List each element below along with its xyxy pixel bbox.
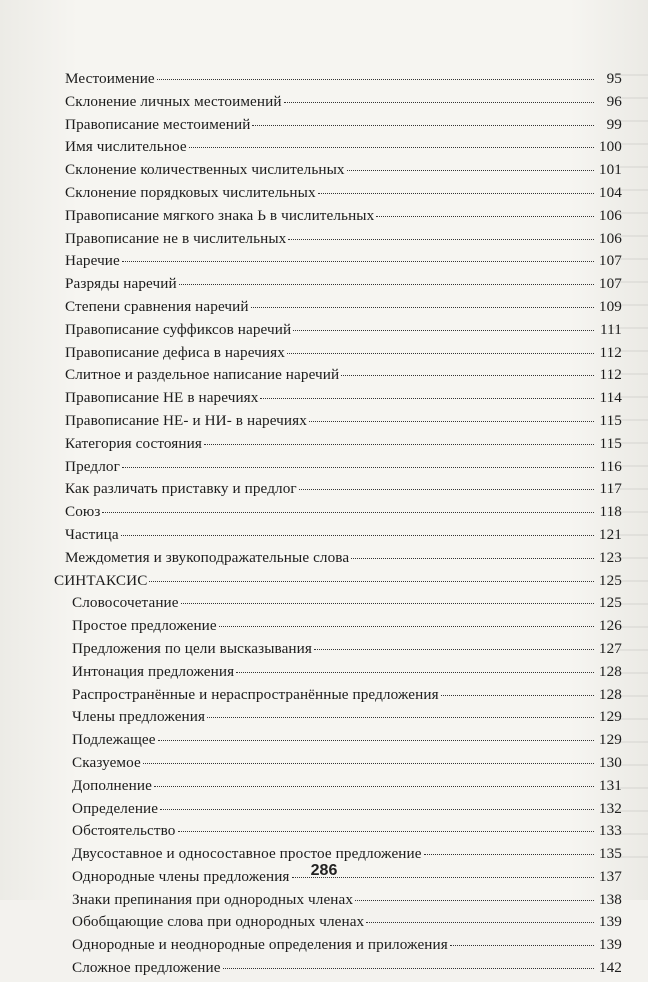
toc-entry-page: 139 bbox=[598, 913, 622, 931]
toc-dot-leader bbox=[158, 740, 594, 741]
toc-dot-leader bbox=[223, 968, 594, 969]
toc-entry-title: Союз bbox=[65, 503, 101, 521]
toc-entry-title: Разряды наречий bbox=[65, 275, 177, 293]
toc-entry bbox=[54, 777, 622, 800]
toc-entry-title: Интонация предложения bbox=[72, 662, 235, 680]
toc-entry-title: Обстоятельство bbox=[72, 822, 176, 840]
toc-entry-title: Правописание суффиксов наречий bbox=[65, 320, 292, 338]
toc-entry-title: Правописание местоимений bbox=[65, 115, 251, 133]
toc-entry-title: Словосочетание bbox=[72, 594, 179, 612]
toc-entry bbox=[54, 161, 622, 184]
toc-entry bbox=[54, 298, 622, 321]
toc-dot-leader bbox=[189, 147, 594, 148]
toc-entry-page: 142 bbox=[598, 959, 622, 977]
toc-entry bbox=[54, 230, 622, 253]
toc-entry bbox=[54, 480, 622, 503]
toc-dot-leader bbox=[122, 261, 594, 262]
toc-entry bbox=[54, 594, 622, 617]
toc-entry bbox=[54, 913, 622, 936]
toc-entry-title: Однородные и неоднородные определения и приложения bbox=[72, 936, 448, 954]
toc-dot-leader bbox=[260, 398, 594, 399]
toc-dot-leader bbox=[347, 170, 594, 171]
toc-entry bbox=[54, 207, 622, 230]
toc-dot-leader bbox=[318, 193, 594, 194]
toc-entry bbox=[54, 70, 622, 93]
toc-entry-title: Категория состояния bbox=[65, 434, 202, 452]
toc-dot-leader bbox=[288, 239, 594, 240]
toc-entry-title: Подлежащее bbox=[72, 731, 156, 749]
toc-entry-page: 130 bbox=[598, 753, 622, 771]
toc-entry-page: 132 bbox=[598, 799, 622, 817]
page-number: 286 bbox=[310, 862, 338, 879]
toc-entry-page: 137 bbox=[598, 867, 622, 885]
toc-entry-page: 109 bbox=[598, 297, 622, 315]
toc-entry-title: Обобщающие слова при однородных членах bbox=[72, 913, 365, 931]
toc-entry bbox=[54, 93, 622, 116]
toc-entry bbox=[54, 572, 622, 595]
toc-dot-leader bbox=[157, 79, 594, 80]
toc-entry-page: 139 bbox=[598, 936, 622, 954]
toc-entry-page: 99 bbox=[606, 115, 622, 133]
toc-dot-leader bbox=[143, 763, 594, 764]
toc-entry-title: Как различать приставку и предлог bbox=[65, 480, 297, 498]
toc-entry-page: 121 bbox=[598, 525, 622, 543]
toc-entry-page: 129 bbox=[598, 708, 622, 726]
toc-entry-page: 128 bbox=[598, 662, 622, 680]
toc-entry-page: 116 bbox=[599, 457, 622, 475]
toc-entry-title: Правописание НЕ- и НИ- в наречиях bbox=[65, 411, 307, 429]
toc-entry-title: Местоимение bbox=[65, 70, 155, 87]
toc-entry bbox=[54, 549, 622, 572]
toc-entry-page: 107 bbox=[598, 252, 622, 270]
toc-entry-page: 123 bbox=[598, 548, 622, 566]
toc-entry-title: Дополнение bbox=[72, 776, 152, 794]
toc-entry bbox=[54, 184, 622, 207]
toc-entry-title: Однородные члены предложения bbox=[72, 867, 290, 885]
toc-entry-title: Определение bbox=[72, 799, 159, 817]
toc-dot-leader bbox=[236, 672, 594, 673]
toc-dot-leader bbox=[309, 421, 594, 422]
toc-entry-title: Простое предложение bbox=[72, 617, 217, 635]
toc-entry bbox=[54, 686, 622, 709]
toc-entry-title: Сказуемое bbox=[72, 753, 141, 771]
toc-entry-title: Правописание мягкого знака Ь в числительных bbox=[65, 206, 375, 224]
toc-entry-page: 131 bbox=[598, 776, 622, 794]
toc-entry bbox=[54, 800, 622, 823]
toc-entry-page: 115 bbox=[599, 411, 622, 429]
toc-entry bbox=[54, 936, 622, 959]
toc-entry-page: 126 bbox=[598, 617, 622, 635]
toc-entry-page: 133 bbox=[598, 822, 622, 840]
toc-entry-page: 96 bbox=[606, 92, 622, 110]
toc-entry-page: 125 bbox=[598, 571, 622, 589]
toc-dot-leader bbox=[293, 330, 594, 331]
toc-dot-leader bbox=[341, 375, 594, 376]
toc-entry bbox=[54, 503, 622, 526]
toc-entry-page: 115 bbox=[599, 434, 622, 452]
toc-entry-title: Наречие bbox=[65, 252, 120, 270]
toc-entry-title: Междометия и звукоподражательные слова bbox=[65, 548, 350, 566]
toc-entry-title: Склонение личных местоимений bbox=[65, 92, 282, 110]
toc-dot-leader bbox=[366, 922, 594, 923]
toc-entry-title: Предлог bbox=[65, 457, 120, 475]
toc-entry bbox=[54, 617, 622, 640]
table-of-contents bbox=[54, 70, 622, 982]
toc-entry-page: 112 bbox=[599, 343, 622, 361]
toc-entry bbox=[54, 366, 622, 389]
toc-entry-title: Двусоставное и односоставное простое предложение bbox=[72, 845, 422, 863]
toc-entry-title: Частица bbox=[65, 525, 119, 543]
toc-entry-title: Правописание не в числительных bbox=[65, 229, 287, 247]
toc-entry bbox=[54, 458, 622, 481]
toc-dot-leader bbox=[441, 695, 594, 696]
toc-entry bbox=[54, 754, 622, 777]
toc-entry-title: Члены предложения bbox=[72, 708, 206, 726]
toc-entry-page: 106 bbox=[598, 229, 622, 247]
toc-dot-leader bbox=[284, 102, 594, 103]
toc-entry bbox=[54, 822, 622, 845]
toc-entry bbox=[54, 731, 622, 754]
toc-entry bbox=[54, 640, 622, 663]
toc-entry-page: 127 bbox=[598, 639, 622, 657]
toc-entry-page: 95 bbox=[606, 70, 622, 87]
toc-dot-leader bbox=[251, 307, 594, 308]
toc-dot-leader bbox=[102, 512, 594, 513]
toc-entry-title: Степени сравнения наречий bbox=[65, 297, 249, 315]
toc-dot-leader bbox=[287, 353, 594, 354]
toc-dot-leader bbox=[149, 581, 594, 582]
toc-dot-leader bbox=[299, 489, 594, 490]
toc-entry-title: Правописание дефиса в наречиях bbox=[65, 343, 285, 361]
toc-entry bbox=[54, 252, 622, 275]
toc-dot-leader bbox=[314, 649, 594, 650]
toc-entry bbox=[54, 116, 622, 139]
toc-dot-leader bbox=[351, 558, 594, 559]
toc-dot-leader bbox=[376, 216, 594, 217]
toc-entry-page: 107 bbox=[598, 275, 622, 293]
toc-dot-leader bbox=[181, 603, 594, 604]
toc-entry-page: 106 bbox=[598, 206, 622, 224]
toc-entry-title: Склонение количественных числительных bbox=[65, 161, 345, 179]
toc-entry-title: Предложения по цели высказывания bbox=[72, 639, 312, 657]
toc-entry bbox=[54, 891, 622, 914]
toc-dot-leader bbox=[122, 467, 594, 468]
toc-entry-page: 100 bbox=[598, 138, 622, 156]
toc-entry bbox=[54, 708, 622, 731]
toc-entry-page: 114 bbox=[599, 389, 622, 407]
toc-entry-page: 104 bbox=[598, 183, 622, 201]
toc-entry bbox=[54, 526, 622, 549]
toc-dot-leader bbox=[207, 717, 594, 718]
toc-dot-leader bbox=[178, 831, 595, 832]
toc-entry bbox=[54, 389, 622, 412]
toc-entry-page: 125 bbox=[598, 594, 622, 612]
toc-dot-leader bbox=[121, 535, 594, 536]
toc-entry-page: 135 bbox=[598, 845, 622, 863]
toc-dot-leader bbox=[179, 284, 594, 285]
toc-entry bbox=[54, 138, 622, 161]
toc-entry-page: 118 bbox=[599, 503, 622, 521]
toc-entry bbox=[54, 321, 622, 344]
toc-entry-title: Правописание НЕ в наречиях bbox=[65, 389, 259, 407]
toc-entry bbox=[54, 344, 622, 367]
toc-dot-leader bbox=[252, 125, 594, 126]
toc-entry-title: Распространённые и нераспространённые предложения bbox=[72, 685, 439, 703]
toc-entry-page: 101 bbox=[598, 161, 622, 179]
toc-dot-leader bbox=[219, 626, 594, 627]
toc-entry-page: 128 bbox=[598, 685, 622, 703]
toc-dot-leader bbox=[160, 809, 594, 810]
toc-dot-leader bbox=[154, 786, 594, 787]
toc-entry-title: Знаки препинания при однородных членах bbox=[72, 890, 354, 908]
toc-entry bbox=[54, 959, 622, 982]
toc-entry-title: Слитное и раздельное написание наречий bbox=[65, 366, 340, 384]
toc-entry-title: Сложное предложение bbox=[72, 959, 221, 977]
toc-entry bbox=[54, 435, 622, 458]
toc-entry-page: 111 bbox=[600, 320, 622, 338]
toc-entry-title: СИНТАКСИС bbox=[54, 571, 148, 589]
toc-entry bbox=[54, 412, 622, 435]
toc-dot-leader bbox=[424, 854, 594, 855]
toc-entry-page: 138 bbox=[598, 890, 622, 908]
toc-entry bbox=[54, 663, 622, 686]
toc-entry-page: 129 bbox=[598, 731, 622, 749]
toc-entry-page: 112 bbox=[599, 366, 622, 384]
toc-dot-leader bbox=[450, 945, 594, 946]
toc-entry-title: Имя числительное bbox=[65, 138, 187, 156]
toc-entry-page: 117 bbox=[599, 480, 622, 498]
toc-entry-title: Склонение порядковых числительных bbox=[65, 183, 316, 201]
toc-dot-leader bbox=[204, 444, 594, 445]
toc-entry bbox=[54, 275, 622, 298]
